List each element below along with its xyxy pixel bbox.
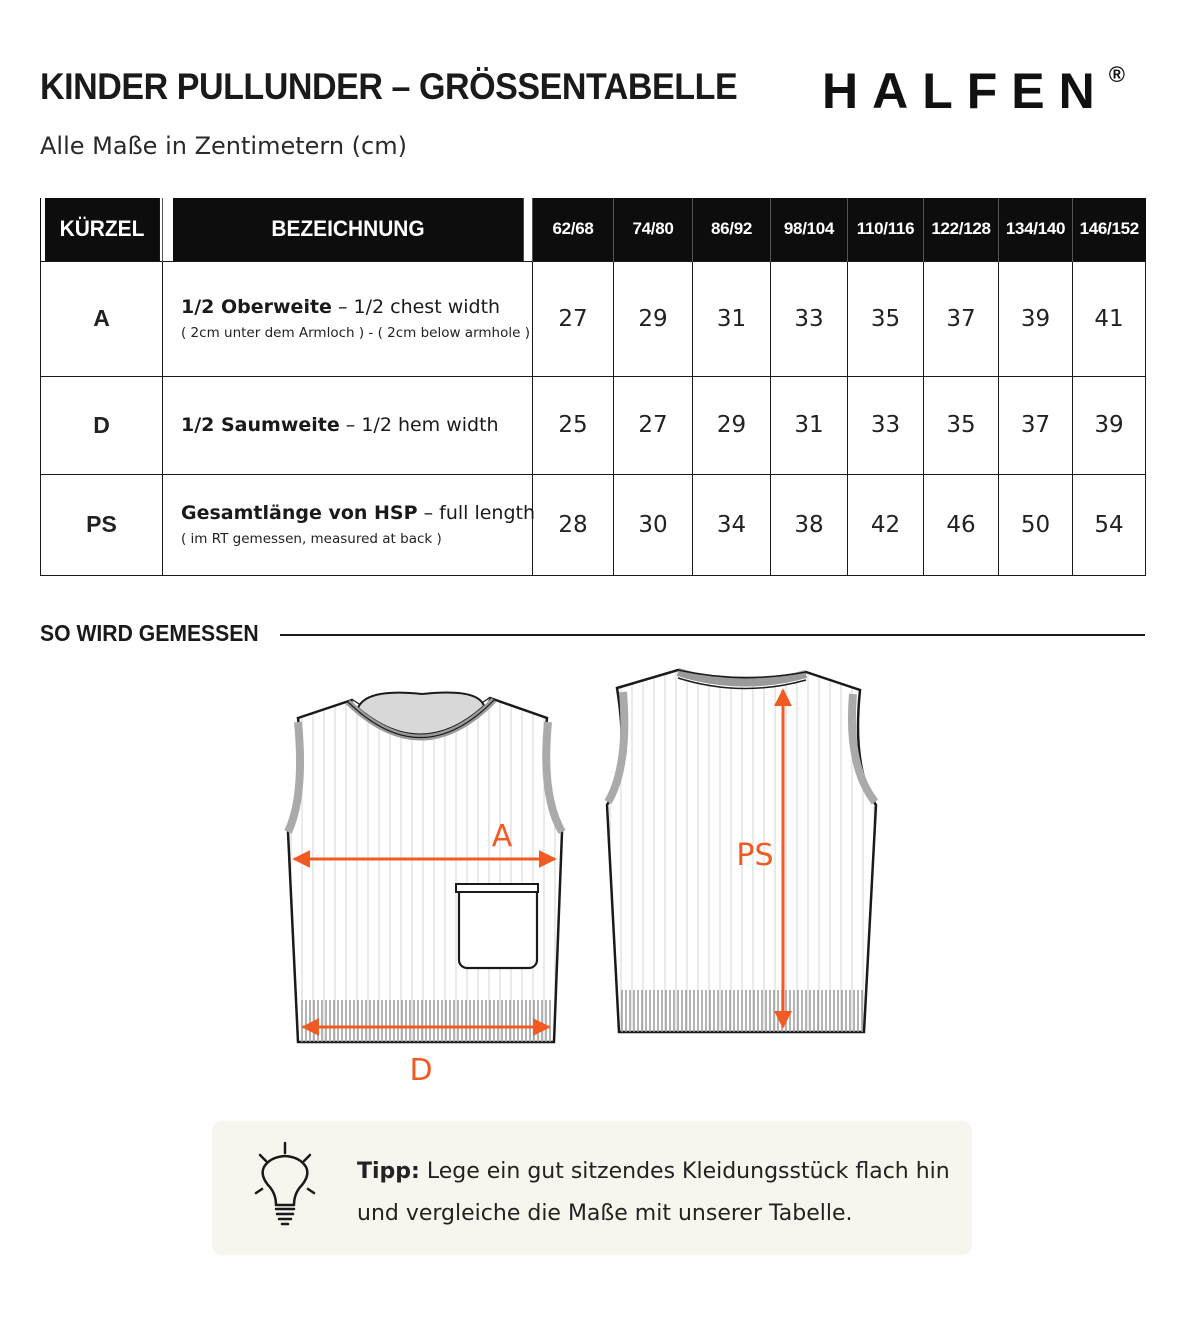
table-cell: 27 xyxy=(614,376,693,474)
desc-bold: Gesamtlänge von HSP xyxy=(181,502,418,524)
section-divider xyxy=(280,634,1145,636)
table-cell: 39 xyxy=(999,261,1073,376)
table-cell: 50 xyxy=(999,474,1073,575)
header-size: 74/80 xyxy=(614,198,693,261)
table-cell: 31 xyxy=(771,376,848,474)
row-description xyxy=(163,376,533,474)
vest-front-illustration xyxy=(288,693,562,1089)
table-cell: 54 xyxy=(1073,474,1146,575)
table-cell: 33 xyxy=(771,261,848,376)
header-size: 122/128 xyxy=(924,198,999,261)
table-cell: 33 xyxy=(848,376,924,474)
row-code: A xyxy=(41,261,163,376)
table-cell: 30 xyxy=(614,474,693,575)
table-cell: 42 xyxy=(848,474,924,575)
page-title: KINDER PULLUNDER – GRÖSSENTABELLE xyxy=(40,66,738,107)
table-row xyxy=(41,376,1146,474)
size-table xyxy=(40,198,1146,576)
brand-logo xyxy=(822,62,1125,120)
header-size: 110/116 xyxy=(848,198,924,261)
page-subtitle: Alle Maße in Zentimetern (cm) xyxy=(40,132,407,160)
desc-bold: 1/2 Oberweite xyxy=(181,296,332,318)
header-size: 146/152 xyxy=(1073,198,1146,261)
vest-back-illustration xyxy=(607,670,876,1032)
table-row xyxy=(41,261,1146,376)
label-ps: PS xyxy=(736,838,774,873)
desc-note: ( im RT gemessen, measured at back ) xyxy=(181,531,442,547)
table-cell: 38 xyxy=(771,474,848,575)
table-cell: 28 xyxy=(533,474,614,575)
tip-label: Tipp: xyxy=(357,1159,420,1184)
measurement-diagram xyxy=(0,650,1184,1100)
label-d: D xyxy=(409,1053,433,1088)
table-cell: 29 xyxy=(693,376,771,474)
table-cell: 37 xyxy=(924,261,999,376)
table-cell: 37 xyxy=(999,376,1073,474)
table-cell: 25 xyxy=(533,376,614,474)
table-cell: 27 xyxy=(533,261,614,376)
table-row xyxy=(41,474,1146,575)
table-header-row xyxy=(41,198,1146,261)
header-size: 98/104 xyxy=(771,198,848,261)
lightbulb-icon xyxy=(252,1141,322,1231)
desc-rest: – 1/2 hem width xyxy=(339,414,499,436)
label-a: A xyxy=(491,819,513,854)
registered-mark: ® xyxy=(1108,62,1125,88)
table-cell: 31 xyxy=(693,261,771,376)
table-cell: 41 xyxy=(1073,261,1146,376)
header-size: 86/92 xyxy=(693,198,771,261)
header-code: KÜRZEL xyxy=(44,198,160,261)
row-code: D xyxy=(41,376,163,474)
desc-rest: – full length xyxy=(417,502,536,524)
table-cell: 34 xyxy=(693,474,771,575)
desc-rest: – 1/2 chest width xyxy=(331,296,501,318)
header-description: BEZEICHNUNG xyxy=(172,198,524,261)
header-size: 134/140 xyxy=(999,198,1073,261)
table-cell: 39 xyxy=(1073,376,1146,474)
desc-bold: 1/2 Saumweite xyxy=(181,414,340,436)
tip-text xyxy=(357,1151,957,1235)
tip-box xyxy=(212,1121,972,1255)
table-cell: 35 xyxy=(924,376,999,474)
row-code: PS xyxy=(41,474,163,575)
table-cell: 46 xyxy=(924,474,999,575)
brand-name: HALFEN xyxy=(822,63,1109,119)
desc-note: ( 2cm unter dem Armloch ) - ( 2cm below armhole ) xyxy=(181,325,530,341)
tip-line-2: und vergleiche die Maße mit unserer Tabelle. xyxy=(357,1201,853,1226)
table-cell: 35 xyxy=(848,261,924,376)
tip-line-1: Lege ein gut sitzendes Kleidungsstück flach hin xyxy=(419,1159,950,1184)
section-title: SO WIRD GEMESSEN xyxy=(40,620,259,646)
row-description xyxy=(163,474,536,575)
row-description xyxy=(163,261,533,376)
table-cell: 29 xyxy=(614,261,693,376)
header-size: 62/68 xyxy=(533,198,614,261)
